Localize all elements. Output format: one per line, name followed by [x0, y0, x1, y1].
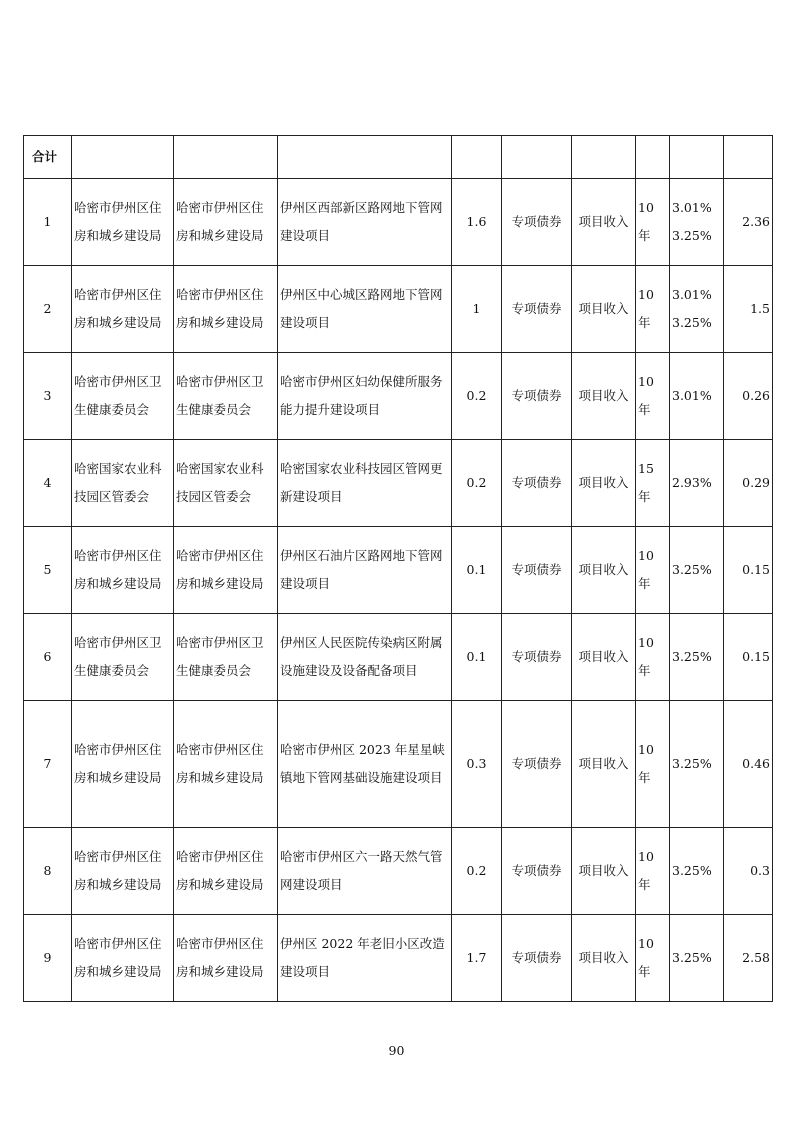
department-cell: 哈密市伊州区住房和城乡建设局	[174, 179, 278, 266]
department-cell: 哈密市伊州区卫生健康委员会	[174, 614, 278, 701]
row-index: 7	[24, 701, 72, 828]
bond-type-cell: 专项债券	[502, 179, 572, 266]
unit-cell: 哈密市伊州区卫生健康委员会	[72, 353, 174, 440]
table-row	[24, 353, 773, 440]
project-name-cell: 哈密国家农业科技园区管网更新建设项目	[278, 440, 452, 527]
repayment-source-cell: 项目收入	[572, 353, 636, 440]
row-index: 6	[24, 614, 72, 701]
row-index: 9	[24, 915, 72, 1002]
empty-cell	[174, 136, 278, 179]
amount-cell: 1	[452, 266, 502, 353]
amount-cell: 0.2	[452, 828, 502, 915]
repayment-source-cell: 项目收入	[572, 179, 636, 266]
term-cell: 10 年	[636, 353, 670, 440]
repayment-source-cell: 项目收入	[572, 527, 636, 614]
value-cell: 0.15	[724, 614, 773, 701]
unit-cell: 哈密市伊州区住房和城乡建设局	[72, 527, 174, 614]
row-index: 3	[24, 353, 72, 440]
project-name-cell: 哈密市伊州区妇幼保健所服务能力提升建设项目	[278, 353, 452, 440]
empty-cell	[502, 136, 572, 179]
value-cell: 1.5	[724, 266, 773, 353]
row-index: 1	[24, 179, 72, 266]
unit-cell: 哈密国家农业科技园区管委会	[72, 440, 174, 527]
row-index: 2	[24, 266, 72, 353]
interest-rate-cell: 3.25%	[670, 614, 724, 701]
unit-cell: 哈密市伊州区住房和城乡建设局	[72, 915, 174, 1002]
project-name-cell: 伊州区石油片区路网地下管网建设项目	[278, 527, 452, 614]
repayment-source-cell: 项目收入	[572, 915, 636, 1002]
interest-rate-cell: 3.01%	[670, 353, 724, 440]
page-number: 90	[388, 1043, 405, 1058]
bond-type-cell: 专项债券	[502, 440, 572, 527]
project-name-cell: 伊州区西部新区路网地下管网建设项目	[278, 179, 452, 266]
term-cell: 10 年	[636, 915, 670, 1002]
table-row	[24, 915, 773, 1002]
row-index: 8	[24, 828, 72, 915]
term-cell: 10 年	[636, 527, 670, 614]
table-row	[24, 701, 773, 828]
empty-cell	[72, 136, 174, 179]
value-cell: 0.3	[724, 828, 773, 915]
unit-cell: 哈密市伊州区住房和城乡建设局	[72, 179, 174, 266]
department-cell: 哈密市伊州区住房和城乡建设局	[174, 701, 278, 828]
empty-cell	[452, 136, 502, 179]
department-cell: 哈密市伊州区住房和城乡建设局	[174, 527, 278, 614]
debt-table	[23, 135, 773, 1002]
department-cell: 哈密国家农业科技园区管委会	[174, 440, 278, 527]
table-row	[24, 179, 773, 266]
project-name-cell: 伊州区中心城区路网地下管网建设项目	[278, 266, 452, 353]
table-row	[24, 614, 773, 701]
interest-rate-cell: 3.25%	[670, 915, 724, 1002]
bond-type-cell: 专项债券	[502, 701, 572, 828]
interest-rate-cell: 3.25%	[670, 701, 724, 828]
interest-rate-cell: 3.25%	[670, 527, 724, 614]
value-cell: 0.29	[724, 440, 773, 527]
repayment-source-cell: 项目收入	[572, 266, 636, 353]
table-row	[24, 440, 773, 527]
department-cell: 哈密市伊州区住房和城乡建设局	[174, 915, 278, 1002]
interest-rate-cell: 3.01%3.25%	[670, 266, 724, 353]
amount-cell: 0.1	[452, 527, 502, 614]
value-cell: 0.46	[724, 701, 773, 828]
amount-cell: 0.2	[452, 440, 502, 527]
interest-rate-cell: 3.25%	[670, 828, 724, 915]
bond-type-cell: 专项债券	[502, 527, 572, 614]
value-cell: 2.36	[724, 179, 773, 266]
project-name-cell: 伊州区 2022 年老旧小区改造建设项目	[278, 915, 452, 1002]
value-cell: 2.58	[724, 915, 773, 1002]
value-cell: 0.15	[724, 527, 773, 614]
repayment-source-cell: 项目收入	[572, 828, 636, 915]
amount-cell: 0.2	[452, 353, 502, 440]
unit-cell: 哈密市伊州区住房和城乡建设局	[72, 701, 174, 828]
unit-cell: 哈密市伊州区卫生健康委员会	[72, 614, 174, 701]
project-name-cell: 哈密市伊州区 2023 年星星峡镇地下管网基础设施建设项目	[278, 701, 452, 828]
repayment-source-cell: 项目收入	[572, 614, 636, 701]
amount-cell: 1.6	[452, 179, 502, 266]
project-name-cell: 哈密市伊州区六一路天然气管网建设项目	[278, 828, 452, 915]
total-row	[24, 136, 773, 179]
value-cell: 0.26	[724, 353, 773, 440]
unit-cell: 哈密市伊州区住房和城乡建设局	[72, 828, 174, 915]
term-cell: 10 年	[636, 828, 670, 915]
amount-cell: 1.7	[452, 915, 502, 1002]
empty-cell	[572, 136, 636, 179]
empty-cell	[636, 136, 670, 179]
total-label: 合计	[24, 136, 72, 179]
table-row	[24, 828, 773, 915]
term-cell: 10 年	[636, 701, 670, 828]
term-cell: 10 年	[636, 614, 670, 701]
bond-type-cell: 专项债券	[502, 614, 572, 701]
bond-type-cell: 专项债券	[502, 353, 572, 440]
empty-cell	[278, 136, 452, 179]
empty-cell	[670, 136, 724, 179]
department-cell: 哈密市伊州区卫生健康委员会	[174, 353, 278, 440]
amount-cell: 0.3	[452, 701, 502, 828]
repayment-source-cell: 项目收入	[572, 701, 636, 828]
empty-cell	[724, 136, 773, 179]
bond-type-cell: 专项债券	[502, 266, 572, 353]
term-cell: 15 年	[636, 440, 670, 527]
interest-rate-cell: 3.01%3.25%	[670, 179, 724, 266]
table-row	[24, 527, 773, 614]
term-cell: 10 年	[636, 266, 670, 353]
row-index: 5	[24, 527, 72, 614]
project-name-cell: 伊州区人民医院传染病区附属设施建设及设备配备项目	[278, 614, 452, 701]
term-cell: 10 年	[636, 179, 670, 266]
table-row	[24, 266, 773, 353]
row-index: 4	[24, 440, 72, 527]
bond-type-cell: 专项债券	[502, 915, 572, 1002]
interest-rate-cell: 2.93%	[670, 440, 724, 527]
amount-cell: 0.1	[452, 614, 502, 701]
repayment-source-cell: 项目收入	[572, 440, 636, 527]
bond-type-cell: 专项债券	[502, 828, 572, 915]
department-cell: 哈密市伊州区住房和城乡建设局	[174, 266, 278, 353]
unit-cell: 哈密市伊州区住房和城乡建设局	[72, 266, 174, 353]
department-cell: 哈密市伊州区住房和城乡建设局	[174, 828, 278, 915]
